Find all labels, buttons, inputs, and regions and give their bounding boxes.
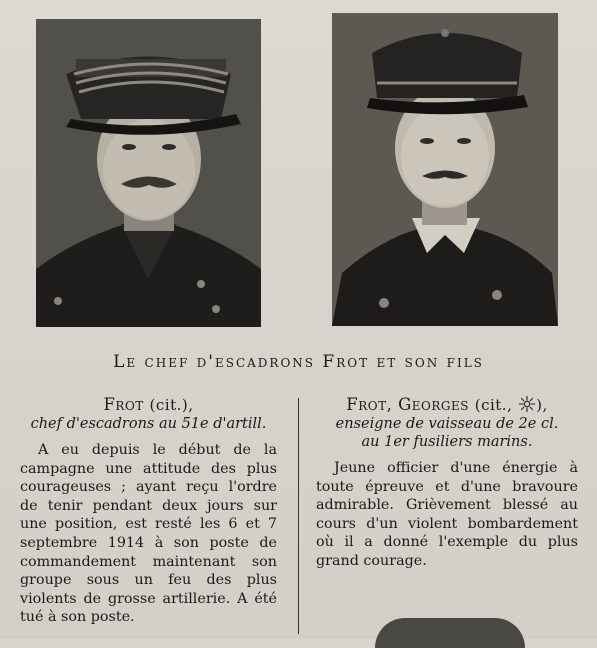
column-divider [298, 398, 299, 634]
entry-son [316, 395, 578, 571]
portrait-father-image [36, 19, 261, 327]
entry-son-heading [316, 395, 578, 415]
portrait-father [36, 19, 261, 327]
entry-son-text: Jeune officier d'une énergie à toute épreuve et d'une bravoure admirable. Grièvement blessé au cours d'un violent bombardement où il a donné l'exemple du plus grand courage. [316, 460, 578, 569]
caption: Le chef d'escadrons Frot et son fils [113, 352, 484, 372]
entry-father-citation: (cit.), [149, 396, 194, 414]
next-portrait-edge [375, 618, 525, 648]
entry-father-name: Frot [103, 395, 144, 414]
entry-son-citation-end: ), [536, 396, 548, 414]
entry-son-name: Frot, Georges [346, 395, 469, 414]
entry-son-role-line2: au 1er fusiliers marins. [361, 434, 533, 450]
entry-father-role: chef d'escadrons au 51e d'artill. [30, 416, 267, 432]
portrait-son-image [332, 13, 558, 326]
entry-father-heading [20, 395, 277, 415]
star-medal-icon [518, 395, 536, 413]
portrait-son [332, 13, 558, 326]
entry-son-role-line1: enseigne de vaisseau de 2e cl. [335, 416, 559, 432]
entry-son-citation: (cit., [474, 396, 513, 414]
entry-father-text: A eu depuis le début de la campagne une attitude des plus courageuses ; ayant reçu l'ordre de tenir pendant deux jours sur une position, est resté les 6 et 7 septembre 1914 à son poste de commandement maintenant son groupe sous un feu des plus violents de grosse artillerie. A été tué à son poste. [20, 442, 277, 626]
entry-father [20, 395, 277, 627]
